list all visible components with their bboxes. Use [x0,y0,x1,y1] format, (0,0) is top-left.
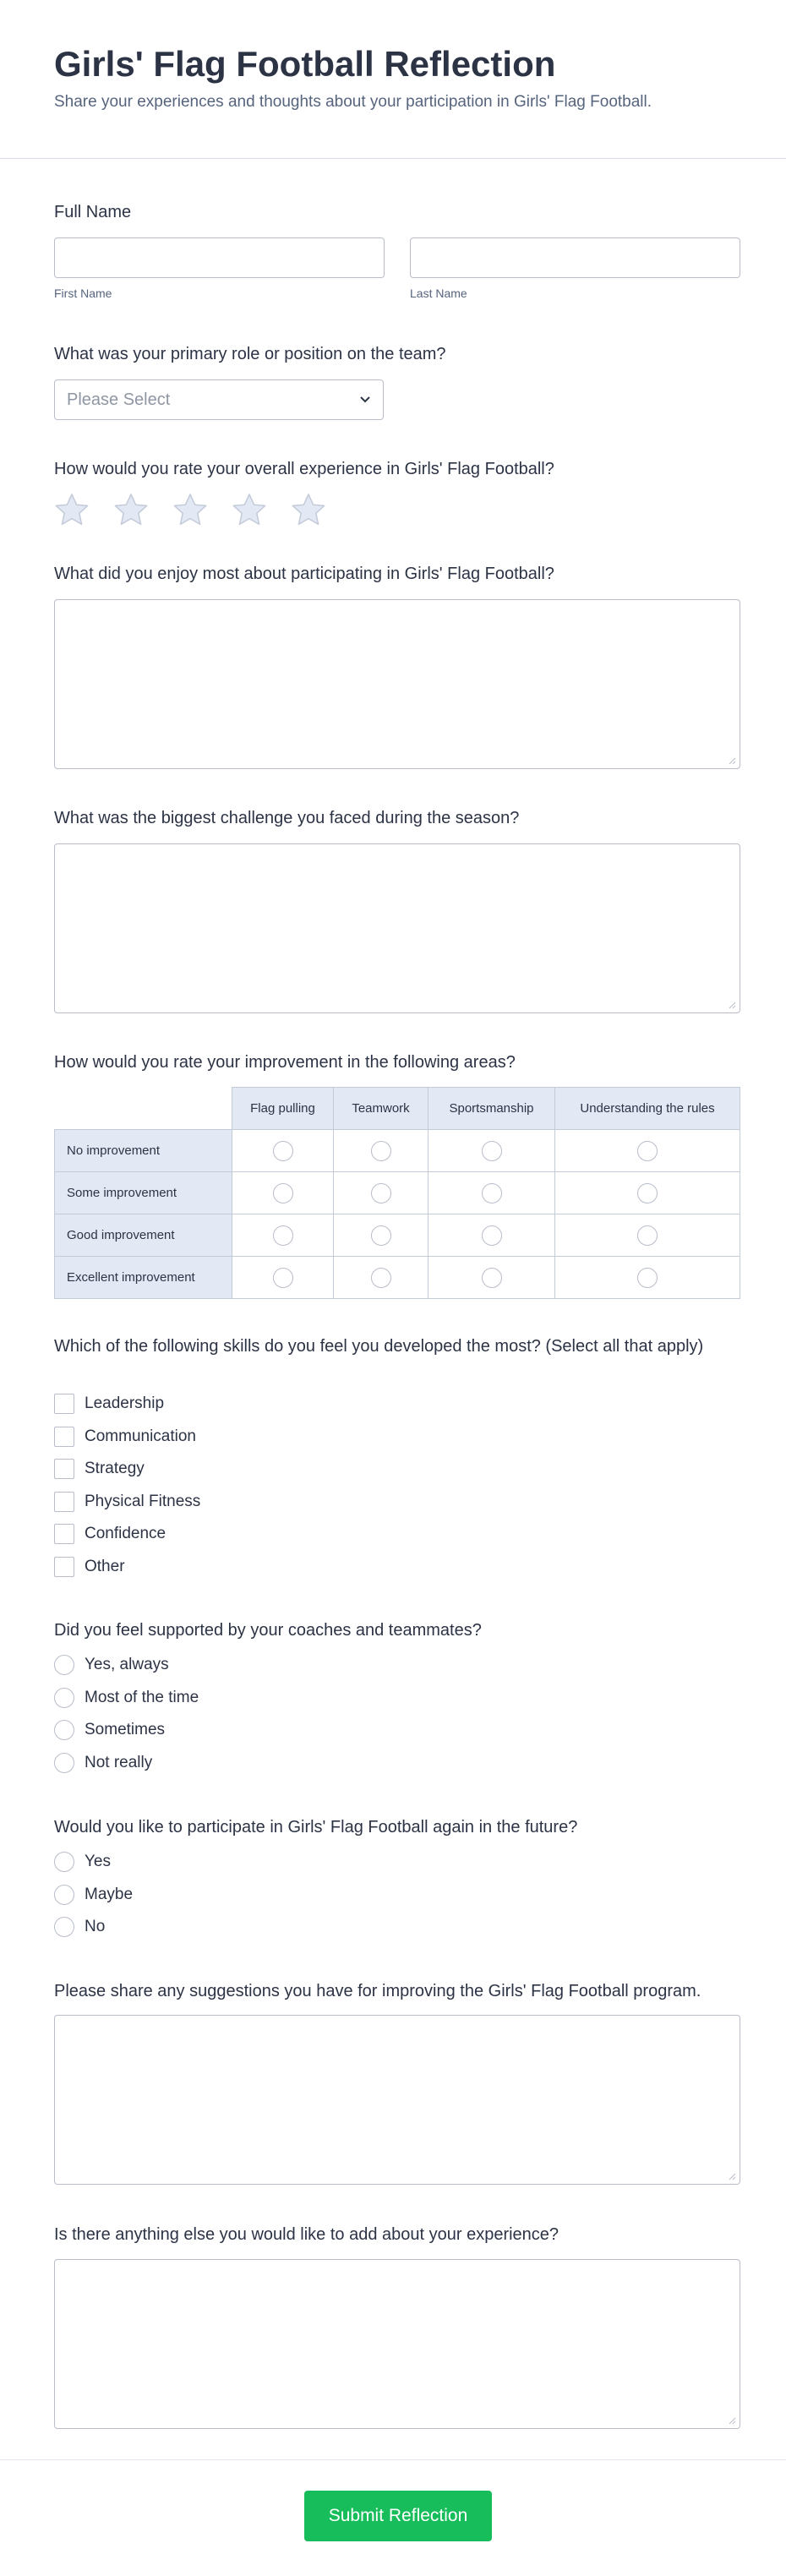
matrix-cell [232,1257,334,1299]
page-title: Girls' Flag Football Reflection [54,44,556,84]
matrix-row-label: No improvement [55,1130,232,1172]
checkbox[interactable] [54,1524,74,1544]
checkbox[interactable] [54,1459,74,1479]
radio[interactable] [54,1655,74,1675]
again-option[interactable] [54,1911,740,1944]
matrix-row-label: Good improvement [55,1214,232,1257]
matrix-radio[interactable] [371,1268,391,1288]
matrix-cell [334,1130,428,1172]
matrix-radio[interactable] [482,1268,502,1288]
skills-option[interactable] [54,1453,740,1486]
last-name-input[interactable] [410,237,740,278]
resize-handle-icon[interactable] [728,2416,736,2425]
matrix-radio[interactable] [371,1183,391,1203]
star-icon[interactable] [291,493,326,527]
last-name-sublabel: Last Name [410,287,467,300]
radio[interactable] [54,1720,74,1740]
skills-options [54,1388,740,1583]
matrix-cell [428,1214,555,1257]
suggestions-label: Please share any suggestions you have for improving the Girls' Flag Football program. [54,1982,701,2000]
resize-handle-icon[interactable] [728,756,736,765]
supported-option[interactable] [54,1649,740,1682]
matrix-column-header: Teamwork [334,1088,428,1130]
radio[interactable] [54,1917,74,1937]
matrix-cell [428,1172,555,1214]
matrix-cell [428,1130,555,1172]
matrix-radio[interactable] [273,1268,293,1288]
form-footer [0,2459,786,2576]
challenge-label: What was the biggest challenge you faced during the season? [54,809,520,827]
matrix-cell [334,1214,428,1257]
matrix-column-header: Flag pulling [232,1088,334,1130]
matrix-corner [55,1088,232,1130]
matrix-row-label: Excellent improvement [55,1257,232,1299]
matrix-cell [428,1257,555,1299]
radio[interactable] [54,1688,74,1708]
matrix-radio[interactable] [637,1183,658,1203]
full-name-inputs [54,237,740,300]
checkbox[interactable] [54,1394,74,1414]
matrix-cell [555,1257,740,1299]
radio[interactable] [54,1753,74,1773]
full-name-field [54,201,740,223]
matrix-radio[interactable] [371,1225,391,1246]
checkbox[interactable] [54,1492,74,1512]
option-label: No [85,1918,106,1936]
matrix-row [55,1214,740,1257]
matrix-cell [232,1130,334,1172]
resize-handle-icon[interactable] [728,1001,736,1009]
option-label: Other [85,1557,125,1575]
checkbox[interactable] [54,1427,74,1447]
rating-label: How would you rate your overall experience in Girls' Flag Football? [54,460,554,478]
form-header [0,0,786,159]
matrix-radio[interactable] [273,1225,293,1246]
option-label: Maybe [85,1885,134,1903]
matrix-cell [555,1172,740,1214]
matrix-cell [555,1130,740,1172]
skills-option[interactable] [54,1388,740,1421]
skills-option[interactable] [54,1421,740,1454]
matrix-radio[interactable] [482,1141,502,1161]
supported-options [54,1649,740,1779]
matrix-radio[interactable] [637,1268,658,1288]
improvement-label: How would you rate your improvement in the following areas? [54,1053,516,1072]
star-rating [54,493,740,527]
chevron-down-icon [359,396,371,404]
matrix-cell [232,1172,334,1214]
again-label: Would you like to participate in Girls' Flag Football again in the future? [54,1818,578,1836]
matrix-radio[interactable] [637,1141,658,1161]
matrix-header-row [55,1088,740,1130]
matrix-radio[interactable] [273,1141,293,1161]
suggestions-textarea[interactable] [54,2015,740,2185]
matrix-radio[interactable] [637,1225,658,1246]
first-name-sublabel: First Name [54,287,112,300]
first-name-input[interactable] [54,237,385,278]
full-name-label: Full Name [54,203,132,221]
matrix-row [55,1257,740,1299]
radio[interactable] [54,1852,74,1872]
supported-label: Did you feel supported by your coaches and teammates? [54,1621,482,1640]
option-label: Leadership [85,1394,165,1413]
option-label: Sometimes [85,1721,166,1739]
challenge-textarea[interactable] [54,843,740,1013]
checkbox[interactable] [54,1557,74,1577]
matrix-cell [555,1214,740,1257]
improvement-matrix [54,1087,740,1299]
supported-option[interactable] [54,1682,740,1715]
submit-button[interactable]: Submit Reflection [304,2491,492,2541]
matrix-column-header: Sportsmanship [428,1088,555,1130]
option-label: Not really [85,1753,153,1771]
matrix-column-header: Understanding the rules [555,1088,740,1130]
resize-handle-icon[interactable] [728,2172,736,2180]
role-select[interactable] [54,379,384,420]
radio[interactable] [54,1885,74,1905]
skills-option[interactable] [54,1486,740,1519]
again-option[interactable] [54,1879,740,1912]
matrix-radio[interactable] [273,1183,293,1203]
matrix-radio[interactable] [482,1183,502,1203]
anything-else-textarea[interactable] [54,2259,740,2429]
star-icon[interactable] [113,493,149,527]
option-label: Most of the time [85,1688,199,1706]
matrix-radio[interactable] [371,1141,391,1161]
option-label: Communication [85,1427,196,1445]
star-icon[interactable] [232,493,267,527]
skills-option[interactable] [54,1518,740,1551]
enjoy-textarea[interactable] [54,599,740,769]
again-option[interactable] [54,1846,740,1879]
matrix-radio[interactable] [482,1225,502,1246]
matrix-row [55,1172,740,1214]
option-label: Yes [85,1853,111,1871]
option-label: Strategy [85,1460,145,1478]
role-label: What was your primary role or position on the team? [54,345,446,363]
page-subtitle: Share your experiences and thoughts about your participation in Girls' Flag Football. [54,93,652,111]
matrix-cell [334,1172,428,1214]
matrix-row [55,1130,740,1172]
skills-label: Which of the following skills do you feel you developed the most? (Select all that apply) [54,1337,704,1356]
star-icon[interactable] [172,493,208,527]
matrix-cell [232,1214,334,1257]
option-label: Physical Fitness [85,1492,201,1510]
star-icon[interactable] [54,493,90,527]
skills-option[interactable] [54,1551,740,1584]
supported-option[interactable] [54,1747,740,1780]
matrix-row-label: Some improvement [55,1172,232,1214]
anything-else-label: Is there anything else you would like to add about your experience? [54,2225,559,2244]
enjoy-label: What did you enjoy most about participating in Girls' Flag Football? [54,565,554,583]
option-label: Yes, always [85,1656,169,1674]
option-label: Confidence [85,1525,166,1543]
role-select-placeholder: Please Select [67,390,171,409]
supported-option[interactable] [54,1714,740,1747]
again-options [54,1846,740,1944]
matrix-cell [334,1257,428,1299]
